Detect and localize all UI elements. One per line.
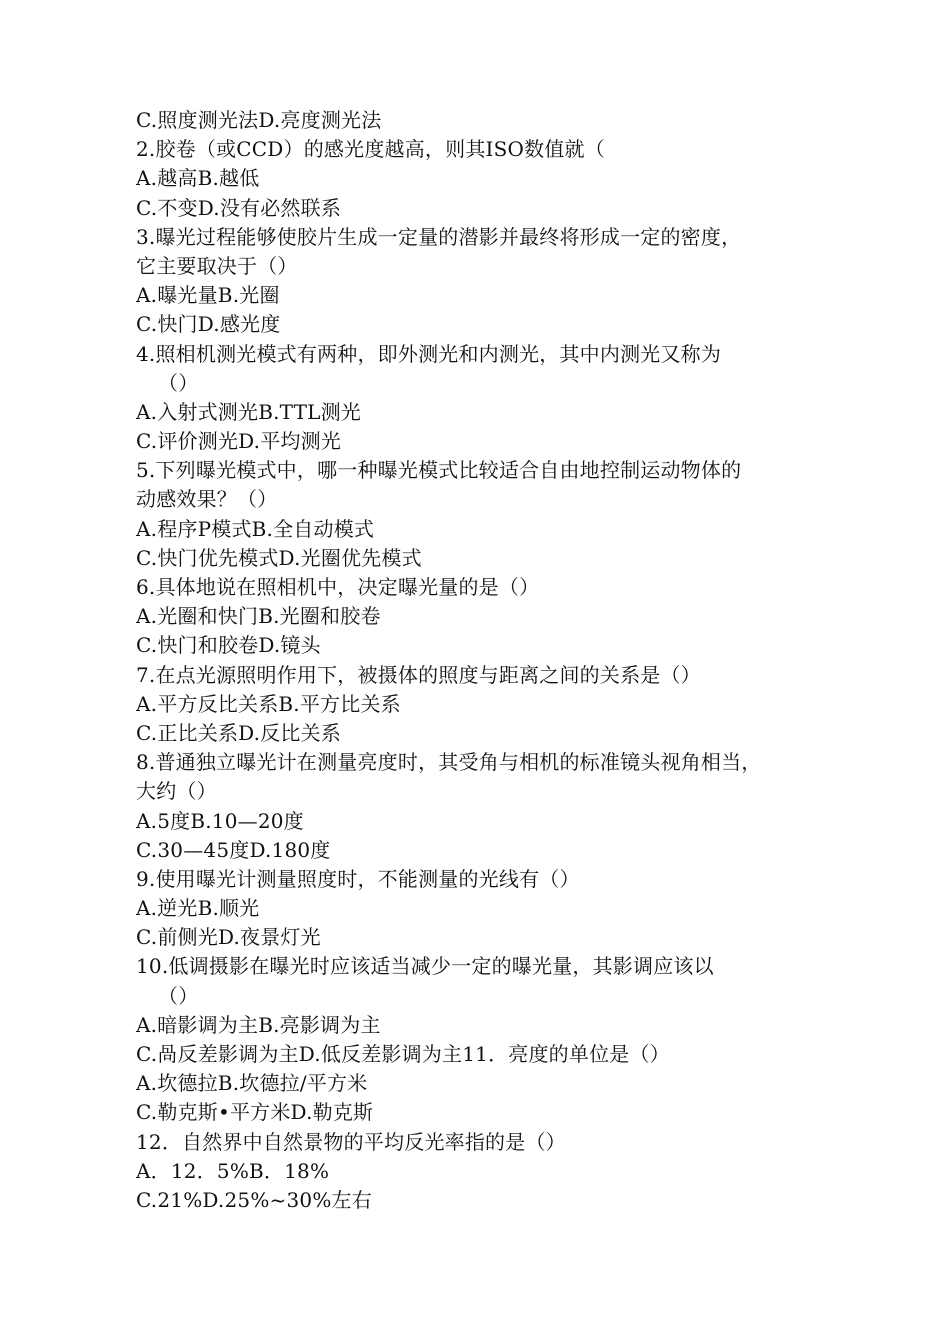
question-4-cont: （） — [158, 370, 199, 395]
options-line: C.快门D.感光度 — [136, 312, 281, 337]
options-line: A．12．5%B．18% — [136, 1158, 330, 1183]
text-line: C.照度测光法D.亮度测光法 — [136, 108, 382, 132]
options-line: C.快门和胶卷D.镜头 — [136, 633, 321, 658]
options-line: C.勒克斯•平方米D.勒克斯 — [136, 1100, 374, 1125]
options-line: A.逆光B.顺光 — [136, 896, 260, 921]
question-5-cont: 动感效果？（） — [136, 487, 278, 512]
options-line: A.曝光量B.光圈 — [136, 283, 280, 308]
question-6: 6.具体地说在照相机中，决定曝光量的是（） — [136, 575, 540, 599]
options-line: C.不变D.没有必然联系 — [136, 195, 342, 220]
options-line: C.快门优先模式D.光圈优先模式 — [136, 545, 422, 570]
question-12: 12．自然界中自然景物的平均反光率指的是（） — [136, 1129, 566, 1154]
options-line: C.咼反差影调为主D.低反差影调为主11．亮度的单位是（） — [136, 1042, 670, 1066]
options-line: A.入射式测光B.TTL测光 — [136, 399, 361, 424]
question-7: 7.在点光源照明作用下，被摄体的照度与距离之间的关系是（） — [136, 662, 701, 687]
question-10: 10.低调摄影在曝光时应该适当减少一定的曝光量，其影调应该以 — [136, 954, 714, 979]
options-line: A.越高B.越低 — [136, 166, 260, 191]
options-line: A.坎德拉B.坎德拉/平方米 — [136, 1071, 368, 1096]
question-3: 3.曝光过程能够使胶片生成一定量的潜影并最终将形成一定的密度， — [136, 224, 742, 249]
options-line: A.5度B.10—20度 — [136, 808, 304, 833]
options-line: C.正比关系D.反比关系 — [136, 720, 342, 745]
options-line: C.21%D.25%~30%左右 — [136, 1187, 372, 1212]
question-8-cont: 大约（） — [136, 779, 217, 804]
options-line: C.评价测光D.平均测光 — [136, 429, 342, 454]
question-3-cont: 它主要取决于（） — [136, 253, 298, 278]
options-line: C.30—45度D.180度 — [136, 837, 331, 862]
options-line: A.暗影调为主B.亮影调为主 — [136, 1012, 381, 1037]
options-line: A.程序P模式B.全自动模式 — [136, 516, 375, 541]
options-line: A.光圈和快门B.光圈和胶卷 — [136, 604, 381, 629]
question-8: 8.普通独立曝光计在测量亮度时，其受角与相机的标准镜头视角相当， — [136, 750, 762, 775]
question-5: 5.下列曝光模式中，哪一种曝光模式比较适合自由地控制运动物体的 — [136, 458, 742, 483]
question-2: 2.胶卷（或CCD）的感光度越高，则其ISO数值就（ — [136, 137, 605, 162]
question-10-cont: （） — [158, 983, 199, 1008]
question-4: 4.照相机测光模式有两种，即外测光和内测光，其中内测光又称为 — [136, 341, 722, 366]
options-line: A.平方反比关系B.平方比关系 — [136, 691, 401, 716]
document-page — [136, 106, 876, 1215]
options-line: C.前侧光D.夜景灯光 — [136, 925, 321, 950]
question-9: 9.使用曝光计测量照度时，不能测量的光线有（） — [136, 866, 580, 891]
